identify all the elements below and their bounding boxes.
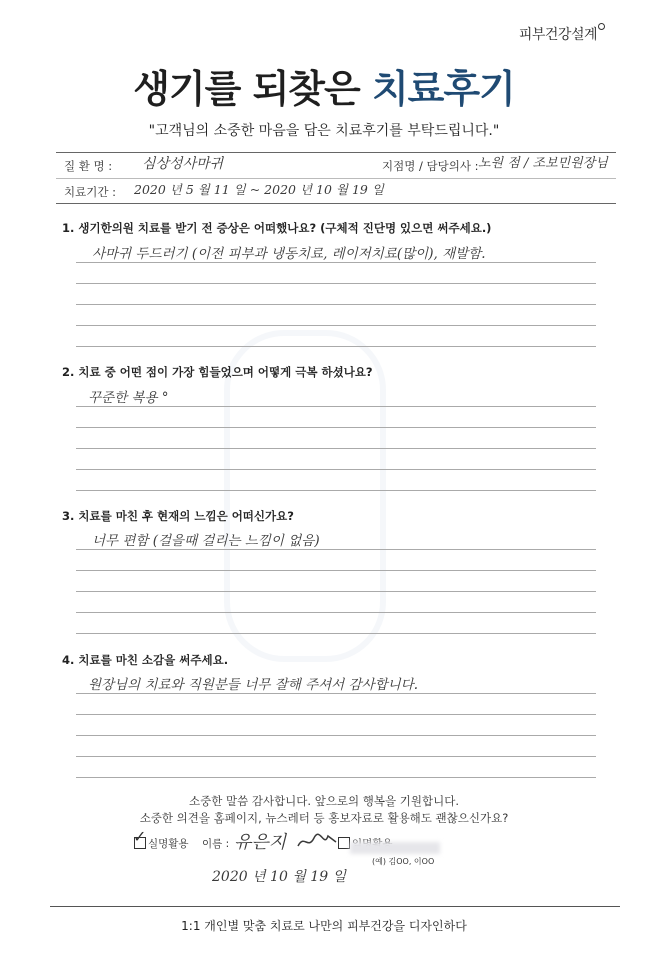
title-accent: 치료후기 [371,67,515,111]
form-subtitle: "고객님의 소중한 마음을 담은 치료후기를 부탁드립니다." [148,123,500,139]
answer-line [76,427,596,428]
title-main: 생기를 되찾은 [133,67,372,111]
divider [50,906,620,907]
anonymous-checkbox[interactable] [338,837,350,849]
answer-line [76,304,596,305]
branch-label: 지점명 / 담당의사 : [382,159,479,173]
brand-logo [519,24,604,44]
question-3: 3. 치료를 마친 후 현재의 느낌은 어떠신가요? [62,509,294,523]
question-1: 1. 생기한의원 치료를 받기 전 증상은 어떠했나요? (구체적 진단명 있으면 써주세요.) [62,221,492,235]
answer-4: 원장님의 치료와 직원분들 너무 잘해 주셔서 감사합니다. [88,677,418,693]
disease-label: 질 환 명 : [64,159,113,173]
answer-line [76,490,596,491]
brand-dot-icon [598,23,605,30]
answer-line [76,777,596,778]
divider [56,203,616,204]
period-value: 2020 년 5 월 11 일 ~ 2020 년 10 월 19 일 [134,182,384,197]
answer-line [76,262,596,263]
question-4: 4. 치료를 마친 소감을 써주세요. [62,653,229,667]
redaction-blur [350,842,440,854]
answer-line [76,714,596,715]
name-example: (예) 김OO, 이OO [372,857,435,866]
thanks-line-1: 소중한 말씀 감사합니다. 앞으로의 행복을 기원합니다. [189,794,459,808]
divider [56,178,616,179]
checkmark-icon: ✓ [133,827,147,846]
answer-line [76,469,596,470]
disease-value: 심상성사마귀 [142,156,224,172]
name-label: 이름 : [202,838,230,850]
real-name-label: 실명활용 [148,838,189,850]
answer-line [76,591,596,592]
answer-line [76,549,596,550]
thanks-line-2: 소중한 의견을 홈페이지, 뉴스레터 등 홍보자료로 활용해도 괜찮으신가요? [139,811,509,825]
answer-line [76,612,596,613]
signature-icon [296,830,338,852]
signed-date: 2020 년 10 월 19 일 [212,869,347,885]
answer-line [76,570,596,571]
period-label: 치료기간 : [64,185,116,199]
name-value: 유은지 [234,832,287,853]
answer-line [76,448,596,449]
answer-3: 너무 편함 (걸을때 걸리는 느낌이 없음) [92,533,320,549]
form-title [0,58,648,113]
answer-line [76,735,596,736]
answer-2: 꾸준한 복용 ° [88,390,169,406]
answer-line [76,283,596,284]
answer-line [76,346,596,347]
answer-line [76,325,596,326]
answer-1: 사마귀 두드러기 (이전 피부과 냉동치료, 레이저치료(많이), 재발함. [92,246,486,262]
answer-line [76,756,596,757]
question-2: 2. 치료 중 어떤 점이 가장 힘들었으며 어떻게 극복 하셨나요? [62,365,373,379]
answer-line [76,406,596,407]
brand-name: 피부건강설계 [518,27,597,43]
answer-line [76,633,596,634]
answer-line [76,693,596,694]
branch-value: 노원 점 / 조보민원장님 [478,156,608,171]
footer-slogan: 1:1 개인별 맞춤 치료로 나만의 피부건강을 디자인하다 [181,919,467,933]
